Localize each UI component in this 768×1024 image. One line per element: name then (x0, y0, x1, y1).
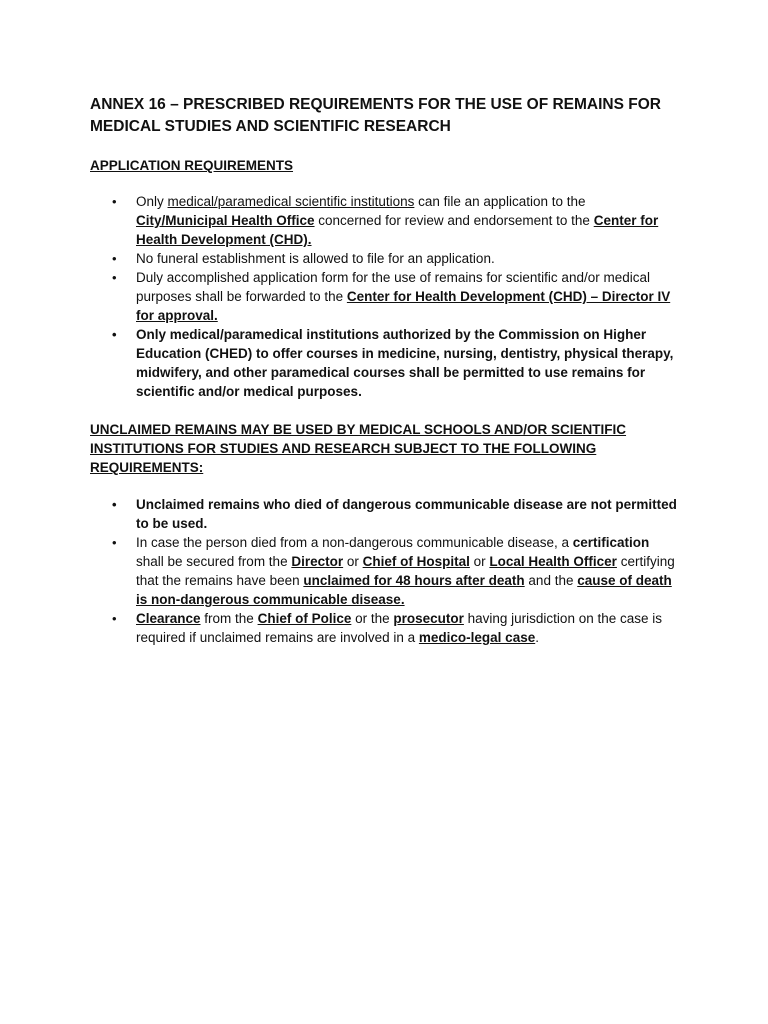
item-text-emphasis: Chief of Hospital (362, 554, 470, 569)
list-item (90, 192, 680, 249)
bullet-icon: • (112, 194, 117, 209)
item-text: No funeral establishment is allowed to file for an application. (136, 251, 495, 266)
item-text: Unclaimed remains who died of dangerous communicable disease are not permitted to be used. (136, 497, 677, 531)
bullet-icon: • (112, 611, 117, 626)
item-text-emphasis: Chief of Police (257, 611, 352, 626)
document-title: ANNEX 16 – PRESCRIBED REQUIREMENTS FOR THE USE OF REMAINS FOR MEDICAL STUDIES AND SCIENTIFIC RESEARCH (90, 96, 661, 135)
item-text: concerned for review and endorsement to the (314, 213, 594, 228)
list-item (90, 609, 680, 647)
list-item (90, 533, 680, 609)
item-text: Only medical/paramedical institutions authorized by the Commission on Higher Education (CHED) to offer courses in medicine, nursing, dentistry, physical therapy, midwifery, and other paramedical courses shall be permitted to use remains for scientific and/or medical purposes. (136, 327, 674, 399)
item-text: from the (200, 611, 258, 626)
list-item (90, 249, 680, 268)
item-text: shall be secured from the (136, 554, 292, 569)
item-text-emphasis: Clearance (136, 611, 201, 626)
item-text: and the (524, 573, 578, 588)
application-requirements-list (90, 192, 680, 401)
list-item (90, 495, 680, 533)
section-heading-application-requirements: APPLICATION REQUIREMENTS (90, 158, 294, 173)
bullet-icon: • (112, 535, 117, 550)
item-text-emphasis: Director (291, 554, 344, 569)
item-text: or (469, 554, 490, 569)
item-text: or (343, 554, 363, 569)
item-text-emphasis: cause of death is non-dangerous communicable disease. (136, 573, 672, 607)
list-item (90, 325, 680, 401)
item-text-emphasis: Center for Health Development (CHD). (136, 213, 659, 247)
item-text-emphasis: prosecutor (393, 611, 464, 626)
item-text-emphasis: medico-legal case (418, 630, 536, 645)
item-text: can file an application to the (414, 194, 586, 209)
bullet-icon: • (112, 270, 117, 285)
item-text: . (535, 630, 539, 645)
item-text: certifying that the remains have been (136, 554, 675, 588)
section-heading-unclaimed-remains: UNCLAIMED REMAINS MAY BE USED BY MEDICAL SCHOOLS AND/OR SCIENTIFIC INSTITUTIONS FOR STUDIES AND RESEARCH SUBJECT TO THE FOLLOWING REQUIREMENTS: (90, 422, 627, 475)
item-text-emphasis: City/Municipal Health Office (136, 213, 315, 228)
item-text-bold: certification (572, 535, 650, 550)
bullet-icon: • (112, 497, 117, 512)
item-text-emphasis: Center for Health Development (CHD) – Director IV for approval. (136, 289, 671, 323)
item-text: or the (351, 611, 394, 626)
document-page (90, 94, 680, 647)
item-text-underlined: medical/paramedical scientific institutions (167, 194, 415, 209)
bullet-icon: • (112, 251, 117, 266)
list-item (90, 268, 680, 325)
item-text-emphasis: Local Health Officer (489, 554, 617, 569)
item-text: In case the person died from a non-dangerous communicable disease, a (136, 535, 573, 550)
item-text: having jurisdiction on the case is required if unclaimed remains are involved in a (136, 611, 663, 645)
item-text-emphasis: unclaimed for 48 hours after death (303, 573, 525, 588)
item-text: Only (136, 194, 168, 209)
bullet-icon: • (112, 327, 117, 342)
unclaimed-remains-requirements-list (90, 495, 680, 647)
item-text: Duly accomplished application form for the use of remains for scientific and/or medical purposes shall be forwarded to the (136, 270, 650, 304)
